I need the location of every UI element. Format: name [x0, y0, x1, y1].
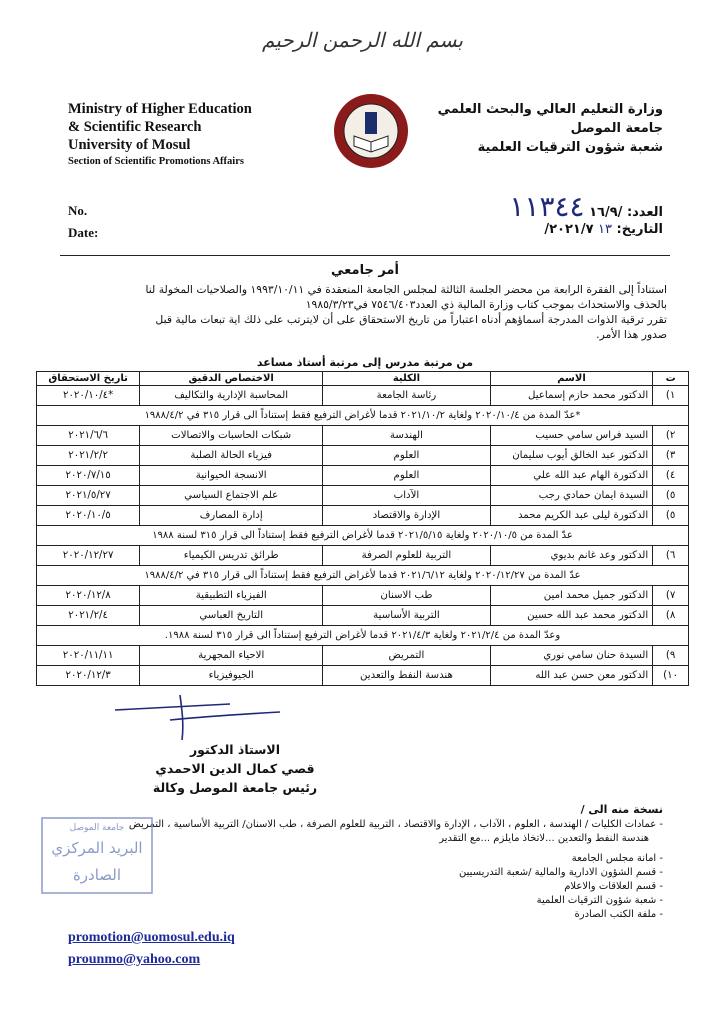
cell-due-date: ٢٠٢٠/١٢/٢٧ — [37, 546, 140, 566]
header-name: الاسم — [490, 372, 652, 386]
cell-index: ٨) — [653, 606, 689, 626]
paragraph-line: بالحذف والاستحداث بموجب كتاب وزارة المالية ذي العدد٧٥٤٦/٤٠٣ في١٩٨٥/٣/٢٣ — [305, 298, 667, 311]
cell-college: الإدارة والاقتصاد — [323, 506, 491, 526]
university-logo — [332, 92, 410, 170]
cell-specialization: علم الاجتماع السياسي — [140, 486, 323, 506]
university-name-ar: جامعة الموصل — [570, 121, 663, 136]
cell-name: السيد فراس سامي حسيب — [490, 426, 652, 446]
cell-college: الآداب — [323, 486, 491, 506]
cell-index: ٥) — [653, 486, 689, 506]
cell-specialization: الانسجة الحيوانية — [140, 466, 323, 486]
email-link[interactable]: promotion@uomosul.edu.iq — [68, 930, 235, 945]
signer-position: رئيس جامعة الموصل وكالة — [152, 780, 318, 795]
promotions-table — [36, 371, 689, 686]
table-note: *عدّ المدة من ٢٠٢٠/١٠/٤ ولغاية ٢٠٢١/١٠/٢ قدما لأغراض الترفيع فقط إستناداً الى قرار ٣١٥ في ١٩٨٨/٤/٢ — [37, 406, 689, 426]
cell-index: ٢) — [653, 426, 689, 446]
stamp-title: البريد المركزي — [51, 839, 143, 857]
ministry-name-en: Ministry of Higher Education — [68, 101, 252, 117]
table-note: عدّ المدة من ٢٠٢٠/١٠/٥ ولغاية ٢٠٢١/٥/١٥ قدما لأغراض الترفيع فقط إستناداً الى قرار ٣١٥ لسنة ١٩٨٨ — [37, 526, 689, 546]
table-row — [37, 646, 689, 666]
cell-specialization: الجيوفيزياء — [140, 666, 323, 686]
table-row — [37, 506, 689, 526]
order-title: أمر جامعي — [331, 263, 399, 278]
order-paragraph — [62, 282, 667, 342]
header-college: الكلية — [323, 372, 491, 386]
cell-due-date: ٢٠٢٠/١١/١١ — [37, 646, 140, 666]
number-prefix: /١٦/٩ — [589, 205, 623, 220]
cell-college: هندسة النفط والتعدين — [323, 666, 491, 686]
date-label-en: Date: — [68, 225, 99, 240]
cell-due-date: ٢٠٢٠/١٠/٥ — [37, 506, 140, 526]
table-note-row — [37, 526, 689, 546]
email-link[interactable]: prounmo@yahoo.com — [68, 952, 201, 967]
paragraph-line: تقرر ترقية الذوات المدرجة أسماؤهم أدناه اعتباراً من تاريخ الاستحقاق على أن لايترتب على ذلك اية تبعات مالية قبل — [155, 313, 667, 326]
table-row — [37, 386, 689, 406]
table-row — [37, 426, 689, 446]
table-row — [37, 486, 689, 506]
cell-name: الدكتور محمد عبد الله حسين — [490, 606, 652, 626]
copy-item: - عمادات الكليات / الهندسة ، العلوم ، الآداب ، الإدارة والاقتصاد ، التربية للعلوم الصرفة ، طب الاسنان/ التربية الأساسية ، التمريض — [128, 819, 663, 830]
table-note: عدّ المدة من ٢٠٢٠/١٢/٢٧ ولغاية ٢٠٢١/٦/١٢ قدما لأغراض الترفيع فقط إستناداً الى قرار ٣١٥ في ١٩٨٨/٤/٢ — [37, 566, 689, 586]
cell-college: العلوم — [323, 466, 491, 486]
table-row — [37, 586, 689, 606]
document-date — [544, 222, 663, 237]
handwritten-signature — [110, 690, 290, 745]
cell-name: الدكتور معن حسن عبد الله — [490, 666, 652, 686]
header-divider — [60, 255, 670, 256]
date-value: ٢٠٢١/٧/ — [544, 222, 594, 237]
reference-number — [501, 190, 663, 223]
cell-college: رئاسة الجامعة — [323, 386, 491, 406]
table-row — [37, 446, 689, 466]
paragraph-line: استناداً إلى الفقرة الرابعة من محضر الجلسة الثالثة لمجلس الجامعة المنعقدة في ١٩٩٣/١٠/١١ والصلاحيات المخولة لنا — [145, 283, 667, 296]
cell-index: ٥) — [653, 506, 689, 526]
copy-item: - قسم الشؤون الادارية والمالية /شعبة التدريسيين — [459, 867, 663, 878]
number-label-ar: العدد: — [626, 205, 663, 220]
table-note: وعدّ المدة من ٢٠٢١/٢/٤ ولغاية ٢٠٢١/٤/٣ قدما لأغراض الترفيع إستناداً الى قرار ٣١٥ لسنة ١٩٨٨. — [37, 626, 689, 646]
cell-index: ٩) — [653, 646, 689, 666]
cell-specialization: التاريخ العباسي — [140, 606, 323, 626]
cell-due-date: ٢٠٢٠/٧/١٥ — [37, 466, 140, 486]
table-note-row — [37, 626, 689, 646]
english-header — [68, 100, 328, 170]
cell-due-date: ٢٠٢٠/١٢/٣ — [37, 666, 140, 686]
cell-name: الدكتور عبد الخالق أيوب سليمان — [490, 446, 652, 466]
cell-specialization: شبكات الحاسبات والاتصالات — [140, 426, 323, 446]
cell-college: العلوم — [323, 446, 491, 466]
table-title: من مرتبة مدرس إلى مرتبة أستاذ مساعد — [256, 356, 474, 369]
table-note-row — [37, 566, 689, 586]
stamp-ring-text: جامعة الموصل — [69, 823, 125, 833]
cell-specialization: طرائق تدريس الكيمياء — [140, 546, 323, 566]
signature-block — [130, 740, 340, 797]
cell-index: ٣) — [653, 446, 689, 466]
cell-due-date: *٢٠٢٠/١٠/٤ — [37, 386, 140, 406]
handwritten-day: ١٣ — [598, 222, 612, 237]
cell-specialization: فيزياء الحالة الصلبة — [140, 446, 323, 466]
cell-specialization: الاحياء المجهرية — [140, 646, 323, 666]
ministry-name-en-2: & Scientific Research — [68, 119, 202, 135]
cell-name: الدكتور وعد غانم بديوي — [490, 546, 652, 566]
handwritten-number: ١١٣٤٤ — [509, 190, 585, 223]
section-name-ar: شعبة شؤون الترقيات العلمية — [477, 140, 663, 155]
cell-specialization: المحاسبة الإدارية والتكاليف — [140, 386, 323, 406]
basmala-calligraphy: بسم الله الرحمن الرحيم — [261, 28, 463, 52]
cell-due-date: ٢٠٢٠/١٢/٨ — [37, 586, 140, 606]
table-row — [37, 466, 689, 486]
date-label-ar: التاريخ: — [616, 222, 663, 237]
cell-name: الدكتور جميل محمد امين — [490, 586, 652, 606]
cell-index: ٦) — [653, 546, 689, 566]
cell-college: الهندسة — [323, 426, 491, 446]
cell-college: طب الاسنان — [323, 586, 491, 606]
cell-due-date: ٢٠٢١/٦/٦ — [37, 426, 140, 446]
table-row — [37, 546, 689, 566]
header-index: ت — [653, 372, 689, 386]
copy-item: هندسة النفط والتعدين ...لاتخاذ مايلزم ...مع التقدير — [439, 833, 649, 844]
header-due-date: تاريخ الاستحقاق — [37, 372, 140, 386]
cell-index: ١) — [653, 386, 689, 406]
cell-name: الدكتورة الهام عبد الله علي — [490, 466, 652, 486]
cell-due-date: ٢٠٢١/٥/٢٧ — [37, 486, 140, 506]
paragraph-line: صدور هذا الأمر. — [596, 328, 667, 341]
cell-college: التربية الأساسية — [323, 606, 491, 626]
university-name-en: University of Mosul — [68, 137, 191, 153]
copy-item: - شعبة شؤون الترقيات العلمية — [536, 895, 663, 906]
signer-title: الاستاذ الدكتور — [189, 742, 281, 757]
cell-name: الدكتور محمد حازم إسماعيل — [490, 386, 652, 406]
cell-name: السيدة ايمان حمادي رجب — [490, 486, 652, 506]
cell-due-date: ٢٠٢١/٢/٢ — [37, 446, 140, 466]
copy-item: - ملفة الكتب الصادرة — [574, 909, 663, 920]
number-label-en: No. — [68, 203, 88, 218]
copy-to-title: نسخة منه الى / — [580, 803, 663, 816]
cell-specialization: إدارة المصارف — [140, 506, 323, 526]
cell-college: التربية للعلوم الصرفة — [323, 546, 491, 566]
cell-name: الدكتورة ليلى عبد الكريم محمد — [490, 506, 652, 526]
copy-item: - امانة مجلس الجامعة — [571, 853, 663, 864]
table-header-row — [37, 372, 689, 386]
ministry-name-ar: وزارة التعليم العالي والبحث العلمي — [437, 102, 663, 117]
table-note-row — [37, 406, 689, 426]
cell-specialization: الفيزياء التطبيقية — [140, 586, 323, 606]
cell-due-date: ٢٠٢١/٢/٤ — [37, 606, 140, 626]
central-mail-stamp — [22, 808, 172, 898]
table-body — [37, 386, 689, 686]
arabic-header — [403, 100, 663, 157]
cell-index: ٧) — [653, 586, 689, 606]
cell-college: التمريض — [323, 646, 491, 666]
stamp-subtitle: الصادرة — [72, 866, 122, 884]
cell-index: ٤) — [653, 466, 689, 486]
copy-item: - قسم العلاقات والاعلام — [564, 881, 663, 892]
cell-index: ١٠) — [653, 666, 689, 686]
table-row — [37, 606, 689, 626]
header-specialization: الاختصاص الدقيق — [140, 372, 323, 386]
signer-name: قصي كمال الدين الاحمدي — [155, 761, 315, 776]
cell-name: السيدة حنان سامي نوري — [490, 646, 652, 666]
table-row — [37, 666, 689, 686]
section-name-en: Section of Scientific Promotions Affairs — [68, 156, 244, 167]
